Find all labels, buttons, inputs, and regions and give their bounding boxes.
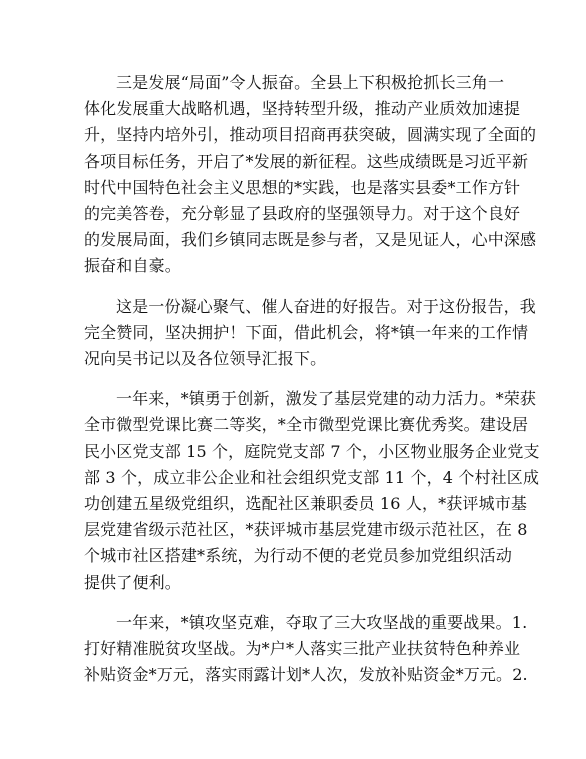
paragraph-2 bbox=[84, 294, 536, 373]
text-line: 部 3 个，成立非公企业和社会组织党支部 11 个，4 个村社区成 bbox=[84, 467, 540, 487]
text-line: 打好精准脱贫攻坚战。为*户*人落实三批产业扶贫特色种养业 bbox=[84, 639, 521, 659]
paragraph-3 bbox=[84, 386, 540, 596]
text-line: 提供了便利。 bbox=[84, 572, 181, 592]
text-line: 时代中国特色社会主义思想的*实践，也是落实县委*工作方针 bbox=[84, 177, 521, 197]
text-line: 层党建省级示范社区，*获评城市基层党建市级示范社区，在 8 bbox=[84, 520, 528, 540]
text-line: 升，坚持内培外引，推动项目招商再获突破，圆满实现了全面的 bbox=[84, 125, 537, 145]
text-line: 民小区党支部 15 个，庭院党支部 7 个，小区物业服务企业党支 bbox=[84, 441, 540, 461]
text-line: 全市微型党课比赛二等奖，*全市微型党课比赛优秀奖。建设居 bbox=[84, 415, 529, 435]
text-line: 一年来，*镇攻坚克难，夺取了三大攻坚战的重要战果。1. bbox=[116, 612, 528, 632]
text-line: 况向吴书记以及各位领导汇报下。 bbox=[84, 349, 327, 369]
document-body bbox=[84, 70, 540, 702]
text-line: 功创建五星级党组织，选配社区兼职委员 16 人，*获评城市基 bbox=[84, 494, 528, 514]
text-line: 完全赞同，坚决拥护！下面，借此机会，将*镇一年来的工作情 bbox=[84, 322, 529, 342]
text-line: 的发展局面，我们乡镇同志既是参与者，又是见证人，心中深感 bbox=[84, 230, 537, 250]
text-line: 的完美答卷，充分彰显了县政府的坚强领导力。对于这个良好 bbox=[84, 204, 521, 224]
text-line: 一年来，*镇勇于创新，激发了基层党建的动力活力。*荣获 bbox=[116, 389, 537, 409]
paragraph-1 bbox=[84, 70, 537, 280]
text-line: 各项目标任务，开启了*发展的新征程。这些成绩既是习近平新 bbox=[84, 151, 529, 171]
text-line: 三是发展“局面”令人振奋。全县上下积极抢抓长三角一 bbox=[116, 73, 505, 92]
text-line: 这是一份凝心聚气、催人奋进的好报告。对于这份报告，我 bbox=[116, 296, 536, 316]
text-line: 振奋和自豪。 bbox=[84, 256, 181, 276]
paragraph-4 bbox=[84, 610, 528, 689]
text-line: 体化发展重大战略机遇，坚持转型升级，推动产业质效加速提 bbox=[84, 99, 521, 119]
text-line: 个城市社区搭建*系统，为行动不便的老党员参加党组织活动 bbox=[84, 546, 513, 566]
text-line: 补贴资金*万元，落实雨露计划*人次，发放补贴资金*万元。2. bbox=[84, 665, 528, 685]
